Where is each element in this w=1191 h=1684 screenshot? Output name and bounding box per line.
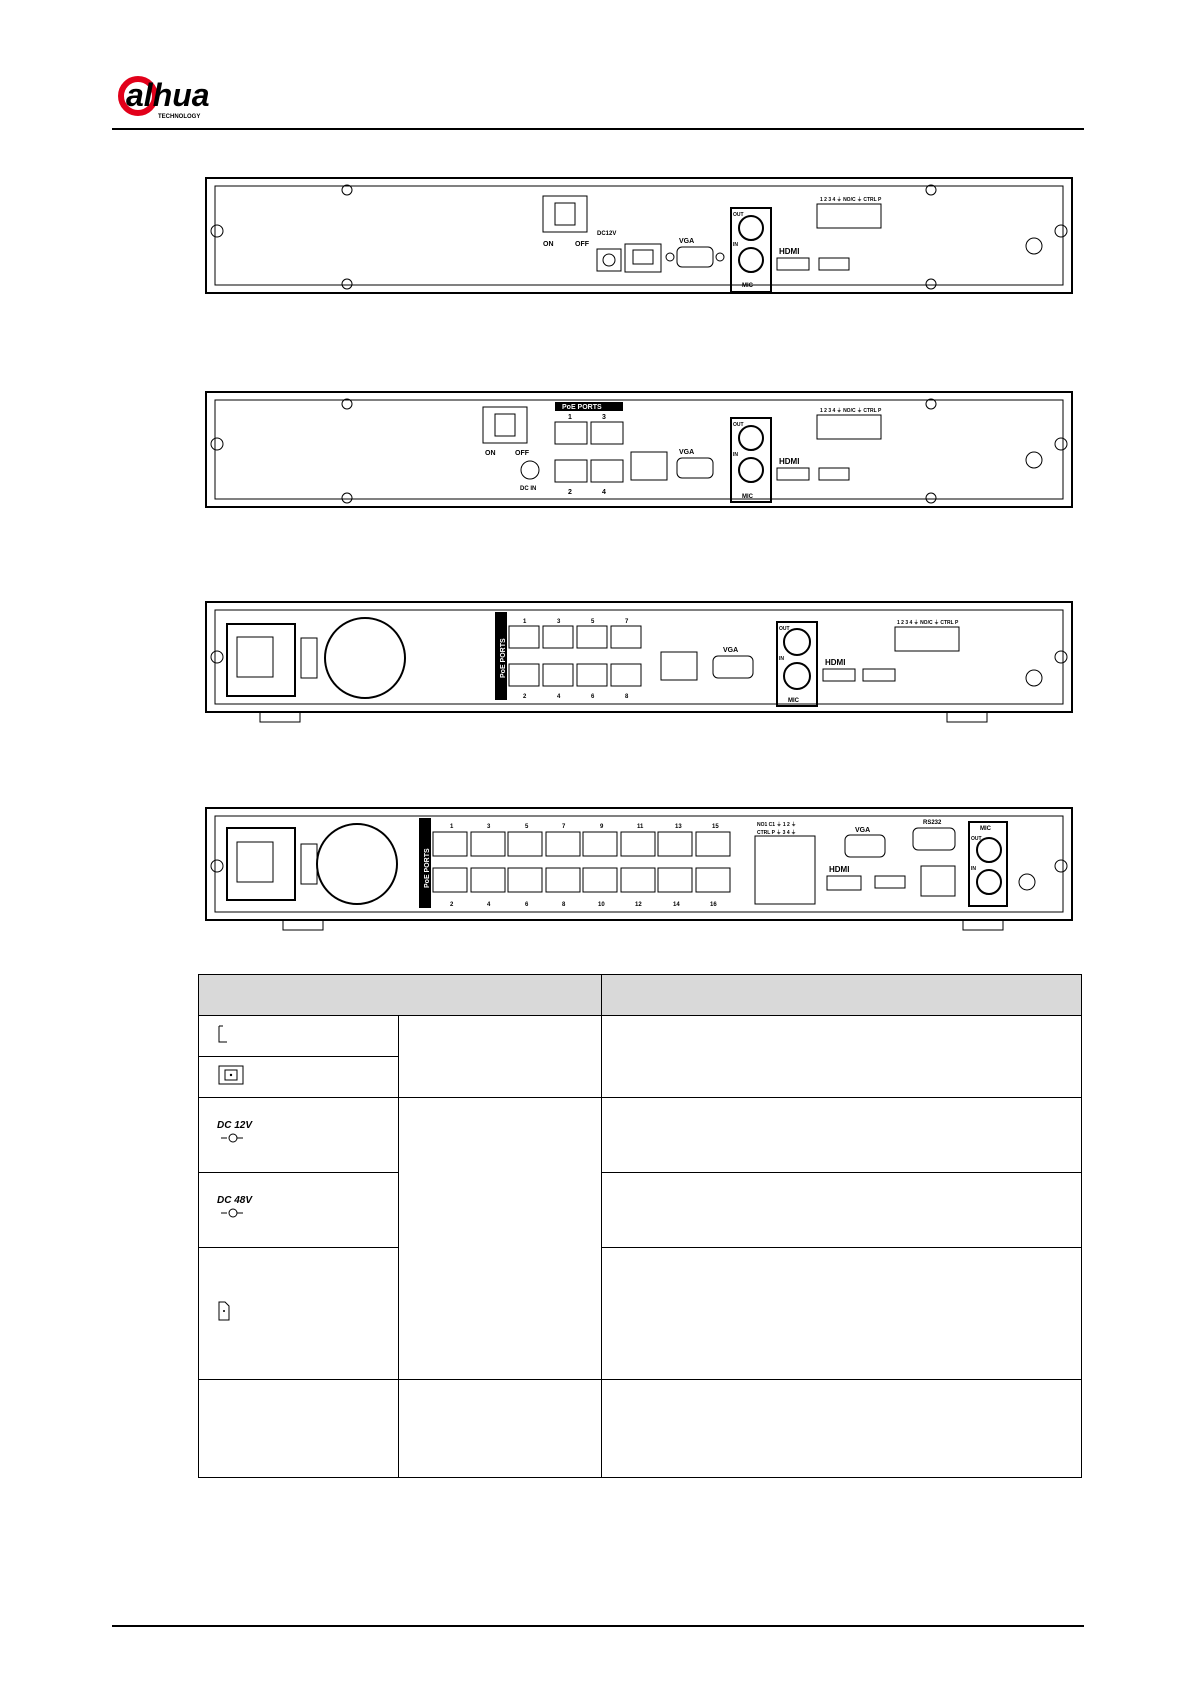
poe-port[interactable] [509, 626, 539, 648]
poe-port-label: 4 [487, 902, 491, 908]
poe-port[interactable] [591, 460, 623, 482]
audio-out-label: OUT [971, 836, 982, 842]
power-switch-icon [217, 1024, 229, 1044]
alarm-label: 1 2 3 4 ⏚ NO/C ⏚ CTRL P [820, 408, 882, 414]
audio-in-label: IN [779, 656, 784, 662]
poe-port[interactable] [577, 664, 607, 686]
table-row [199, 1016, 1082, 1057]
power-label: DC12V [597, 231, 617, 237]
audio-in-jack[interactable] [784, 663, 810, 689]
poe-port[interactable] [583, 868, 617, 892]
alarm-top-label: NO1 C1 ⏚ 1 2 ⏚ [757, 822, 797, 828]
poe-port[interactable] [546, 832, 580, 856]
ground-screw [1019, 874, 1035, 890]
logo-text: alhua [126, 77, 210, 113]
alarm-terminal[interactable] [817, 204, 881, 228]
mic-label: MIC [742, 494, 753, 500]
header-rule [112, 128, 1084, 130]
poe-port-label: 8 [625, 694, 629, 700]
vga-label: VGA [679, 449, 695, 456]
dahua-logo [118, 70, 258, 130]
vga-label: VGA [855, 827, 871, 834]
audio-out-jack[interactable] [739, 216, 763, 240]
vga-label: VGA [723, 647, 739, 654]
poe-port[interactable] [546, 868, 580, 892]
table-header-row [199, 975, 1082, 1016]
mic-label: MIC [980, 826, 991, 832]
table-icon-cell [199, 1016, 399, 1057]
poe-port-label: 4 [557, 694, 561, 700]
dc-48v-label: DC 48V [217, 1195, 253, 1206]
poe-port-label: 12 [635, 902, 642, 908]
audio-out-label: OUT [779, 626, 790, 632]
poe-port[interactable] [611, 664, 641, 686]
audio-in-label: IN [733, 242, 738, 248]
table-icon-cell [199, 1057, 399, 1098]
rs232-port[interactable] [913, 828, 955, 850]
power-switch-4[interactable] [301, 844, 317, 884]
audio-in-label: IN [733, 452, 738, 458]
table-cell [602, 1248, 1082, 1380]
table-icon-cell [199, 1098, 399, 1173]
port-spec-table [198, 974, 1082, 1478]
usb-port[interactable] [819, 258, 849, 270]
vga-port[interactable] [677, 458, 713, 478]
poe-port-label: 15 [712, 824, 719, 830]
hdmi-port[interactable] [777, 468, 809, 480]
footer-rule [112, 1625, 1084, 1627]
poe-port[interactable] [471, 868, 505, 892]
audio-out-jack[interactable] [739, 426, 763, 450]
vga-port[interactable] [845, 835, 885, 857]
poe-port[interactable] [433, 832, 467, 856]
hdmi-label: HDMI [825, 658, 846, 667]
table-header-cell [602, 975, 1082, 1016]
table-row [199, 1248, 1082, 1380]
logo-subtext: TECHNOLOGY [158, 114, 201, 120]
ground-screw [1026, 452, 1042, 468]
audio-out-jack[interactable] [977, 838, 1001, 862]
rear-panel-2 [205, 390, 1075, 515]
poe-port[interactable] [577, 626, 607, 648]
poe-port-label: 1 [450, 824, 454, 830]
poe-port[interactable] [658, 868, 692, 892]
poe-port[interactable] [433, 868, 467, 892]
switch-off-label: OFF [515, 450, 529, 457]
table-cell [399, 1380, 602, 1478]
poe-port[interactable] [508, 868, 542, 892]
ground-screw [1026, 670, 1042, 686]
switch-off-label: OFF [575, 241, 589, 248]
poe-port[interactable] [696, 832, 730, 856]
poe-port[interactable] [583, 832, 617, 856]
ac-power-inlet[interactable] [227, 624, 295, 696]
table-cell [602, 1098, 1082, 1173]
audio-out-label: OUT [733, 212, 744, 218]
poe-port-label: 9 [600, 824, 604, 830]
dc-in-port[interactable] [521, 461, 539, 479]
table-cell [199, 1380, 399, 1478]
table-icon-cell [199, 1248, 399, 1380]
table-cell [602, 1173, 1082, 1248]
poe-port-label: 2 [568, 489, 572, 496]
poe-port[interactable] [508, 832, 542, 856]
table-row [199, 1173, 1082, 1248]
alarm-terminal[interactable] [755, 836, 815, 904]
switch-on-label: ON [485, 450, 496, 457]
power-switch-2[interactable] [483, 407, 527, 443]
table-cell [399, 1016, 602, 1098]
poe-port[interactable] [591, 422, 623, 444]
ethernet-port[interactable] [661, 652, 697, 680]
poe-port[interactable] [471, 832, 505, 856]
hdmi-port[interactable] [827, 876, 861, 890]
poe-port-label: 2 [523, 694, 527, 700]
vga-port[interactable] [713, 656, 753, 678]
poe-port[interactable] [611, 626, 641, 648]
audio-in-label: IN [971, 866, 976, 872]
hdmi-label: HDMI [779, 457, 800, 466]
poe-port[interactable] [555, 460, 587, 482]
poe-port-label: 7 [562, 824, 566, 830]
poe-port[interactable] [696, 868, 730, 892]
poe-port-label: 10 [598, 902, 605, 908]
poe-port-label: 3 [557, 619, 561, 625]
poe-port-label: 6 [591, 694, 595, 700]
usb-port[interactable] [819, 468, 849, 480]
dc-power-port[interactable] [597, 249, 621, 271]
hdmi-label: HDMI [779, 247, 800, 256]
audio-in-jack[interactable] [739, 248, 763, 272]
poe-label: PoE PORTS [424, 848, 431, 888]
poe-label: PoE PORTS [500, 638, 507, 678]
poe-port[interactable] [543, 626, 573, 648]
audio-in-jack[interactable] [977, 870, 1001, 894]
poe-port-label: 3 [602, 414, 606, 421]
table-cell [602, 1380, 1082, 1478]
power-label: DC IN [520, 486, 537, 492]
poe-port-label: 13 [675, 824, 682, 830]
hdmi-port[interactable] [823, 669, 855, 681]
usb-port[interactable] [863, 669, 895, 681]
audio-out-jack[interactable] [784, 629, 810, 655]
poe-port-label: 5 [591, 619, 595, 625]
poe-port[interactable] [509, 664, 539, 686]
fan-grille [325, 618, 405, 698]
usb-port[interactable] [875, 876, 905, 888]
poe-port-label: 7 [625, 619, 629, 625]
poe-port[interactable] [658, 832, 692, 856]
ethernet-port[interactable] [921, 866, 955, 896]
poe-port-label: 14 [673, 902, 680, 908]
audio-out-label: OUT [733, 422, 744, 428]
mic-label: MIC [788, 698, 799, 704]
ethernet-port[interactable] [625, 244, 661, 272]
ac-power-inlet[interactable] [227, 828, 295, 900]
dc-input-icon [217, 1207, 247, 1219]
dc-input-icon [217, 1132, 247, 1144]
fan-grille [317, 824, 397, 904]
rear-panel-3 [205, 600, 1075, 725]
table-header-cell [199, 975, 602, 1016]
mic-label: MIC [742, 283, 753, 289]
poe-label: PoE PORTS [562, 404, 602, 411]
poe-port-label: 1 [523, 619, 527, 625]
power-switch-3[interactable] [301, 638, 317, 678]
table-row [199, 1380, 1082, 1478]
alarm-terminal[interactable] [895, 627, 959, 651]
table-row [199, 1098, 1082, 1173]
poe-port-label: 11 [637, 824, 644, 830]
hdmi-label: HDMI [829, 865, 850, 874]
rear-panel-4 [205, 806, 1075, 931]
dc-12v-label: DC 12V [217, 1120, 253, 1131]
poe-port[interactable] [555, 422, 587, 444]
vga-label: VGA [679, 238, 695, 245]
poe-port-label: 3 [487, 824, 491, 830]
poe-port-label: 2 [450, 902, 454, 908]
poe-port-label: 8 [562, 902, 566, 908]
poe-port-label: 4 [602, 489, 606, 496]
rs232-label: RS232 [923, 820, 942, 826]
audio-in-jack[interactable] [739, 458, 763, 482]
poe-port[interactable] [621, 868, 655, 892]
alarm-bottom-label: CTRL P ⏚ 3 4 ⏚ [757, 830, 796, 836]
alarm-label: 1 2 3 4 ⏚ NO/C ⏚ CTRL P [897, 620, 959, 626]
table-cell [399, 1098, 602, 1380]
ground-screw [1026, 238, 1042, 254]
poe-port-label: 5 [525, 824, 529, 830]
table-icon-cell [199, 1173, 399, 1248]
poe-port-label: 6 [525, 902, 529, 908]
table-cell [602, 1016, 1082, 1098]
power-switch-alt-icon [217, 1064, 245, 1086]
poe-port-label: 16 [710, 902, 717, 908]
alarm-label: 1 2 3 4 ⏚ NO/C ⏚ CTRL P [820, 197, 882, 203]
ethernet-port[interactable] [631, 452, 667, 480]
poe-port-label: 1 [568, 414, 572, 421]
switch-on-label: ON [543, 241, 554, 248]
ac-inlet-icon [217, 1300, 231, 1322]
power-switch-1[interactable] [543, 196, 587, 232]
alarm-terminal[interactable] [817, 415, 881, 439]
poe-port[interactable] [621, 832, 655, 856]
vga-port[interactable] [666, 247, 724, 267]
hdmi-port[interactable] [777, 258, 809, 270]
rear-panel-1 [205, 176, 1075, 301]
poe-port[interactable] [543, 664, 573, 686]
